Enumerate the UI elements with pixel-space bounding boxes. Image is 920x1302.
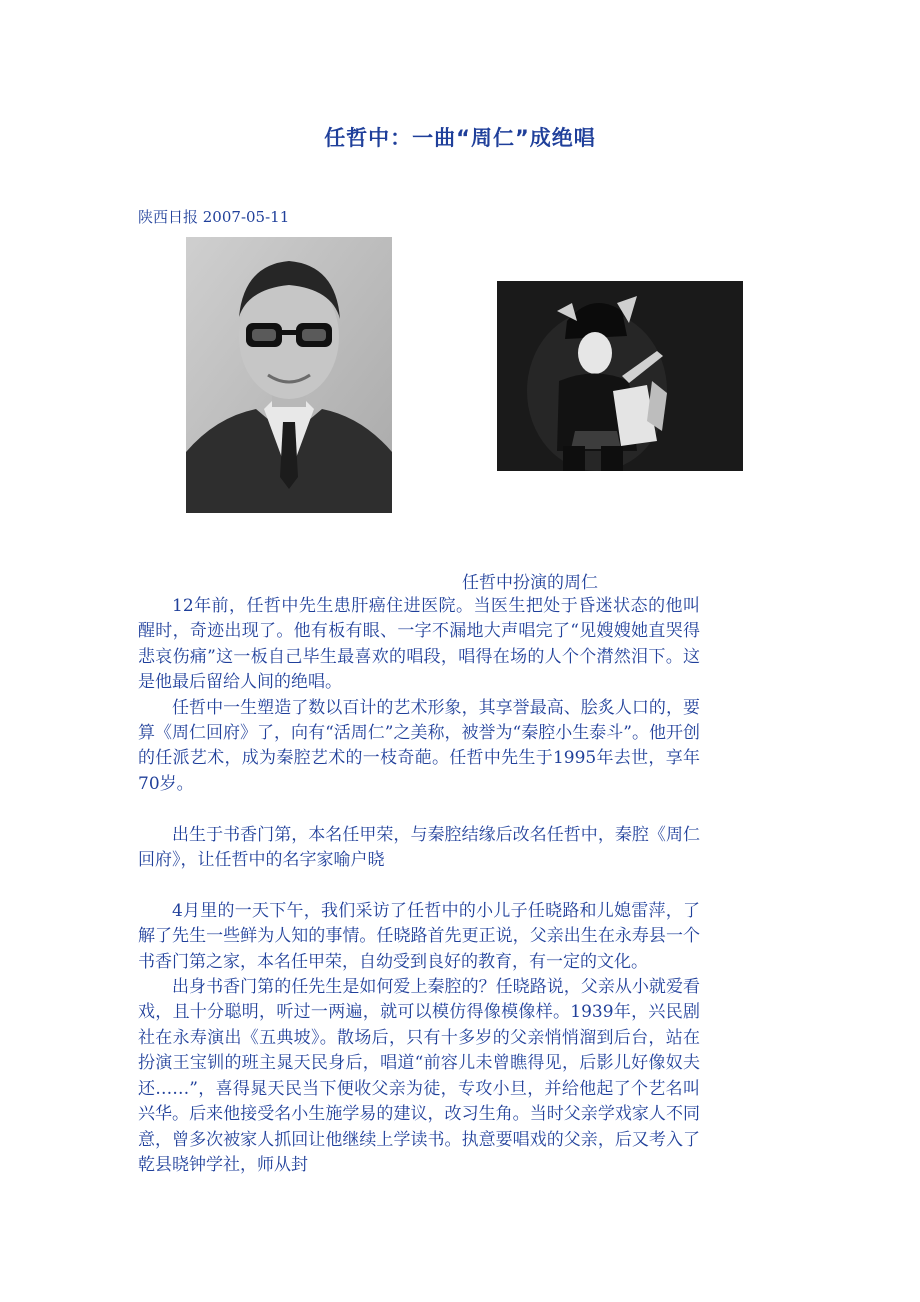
photo-caption: 任哲中扮演的周仁 [462, 573, 598, 593]
paragraph: 任哲中一生塑造了数以百计的艺术形象，其享誉最高、脍炙人口的，要算《周仁回府》了，向有“活周仁”之美称，被誉为“秦腔小生泰斗”。他开创的任派艺术，成为秦腔艺术的一枝奇葩。任哲中先生于1995年去世，享年70岁。 [138, 697, 700, 794]
portrait-photo [186, 237, 392, 513]
opera-stage-photo [497, 281, 743, 471]
article-source-date: 陕西日报 2007-05-11 [138, 208, 290, 226]
article-title: 任哲中：一曲“周仁”成绝唱 [324, 126, 596, 150]
section-heading: 出生于书香门第，本名任甲荣，与秦腔结缘后改名任哲中，秦腔《周仁回府》，让任哲中的名字家喻户晓 [138, 824, 700, 871]
paragraph: 出身书香门第的任先生是如何爱上秦腔的？任晓路说，父亲从小就爱看戏，且十分聪明，听过一两遍，就可以模仿得像模像样。1939年，兴民剧社在永寿演出《五典坡》。散场后，只有十多岁的父亲悄悄溜到后台，站在扮演王宝钏的班主晁天民身后，唱道“前容儿未曾瞧得见，后影儿好像奴夫还……”，喜得晁天民当下便收父亲为徒，专攻小旦，并给他起了个艺名叫兴华。后来他接受名小生施学易的建议，改习生角。当时父亲学戏家人不同意，曾多次被家人抓回让他继续上学读书。执意要唱戏的父亲，后又考入了乾县晓钟学社，师从封 [138, 977, 700, 1175]
paragraph: 12年前，任哲中先生患肝癌住进医院。当医生把处于昏迷状态的他叫醒时，奇迹出现了。他有板有眼、一字不漏地大声唱完了“见嫂嫂她直哭得悲哀伤痛”这一板自己毕生最喜欢的唱段，唱得在场的人个个潸然泪下。这是他最后留给人间的绝唱。 [138, 596, 700, 693]
article-body [138, 594, 700, 1178]
paragraph: 4月里的一天下午，我们采访了任哲中的小儿子任晓路和儿媳雷萍，了解了先生一些鲜为人知的事情。任晓路首先更正说，父亲出生在永寿县一个书香门第之家，本名任甲荣，自幼受到良好的教育，有一定的文化。 [138, 900, 700, 972]
